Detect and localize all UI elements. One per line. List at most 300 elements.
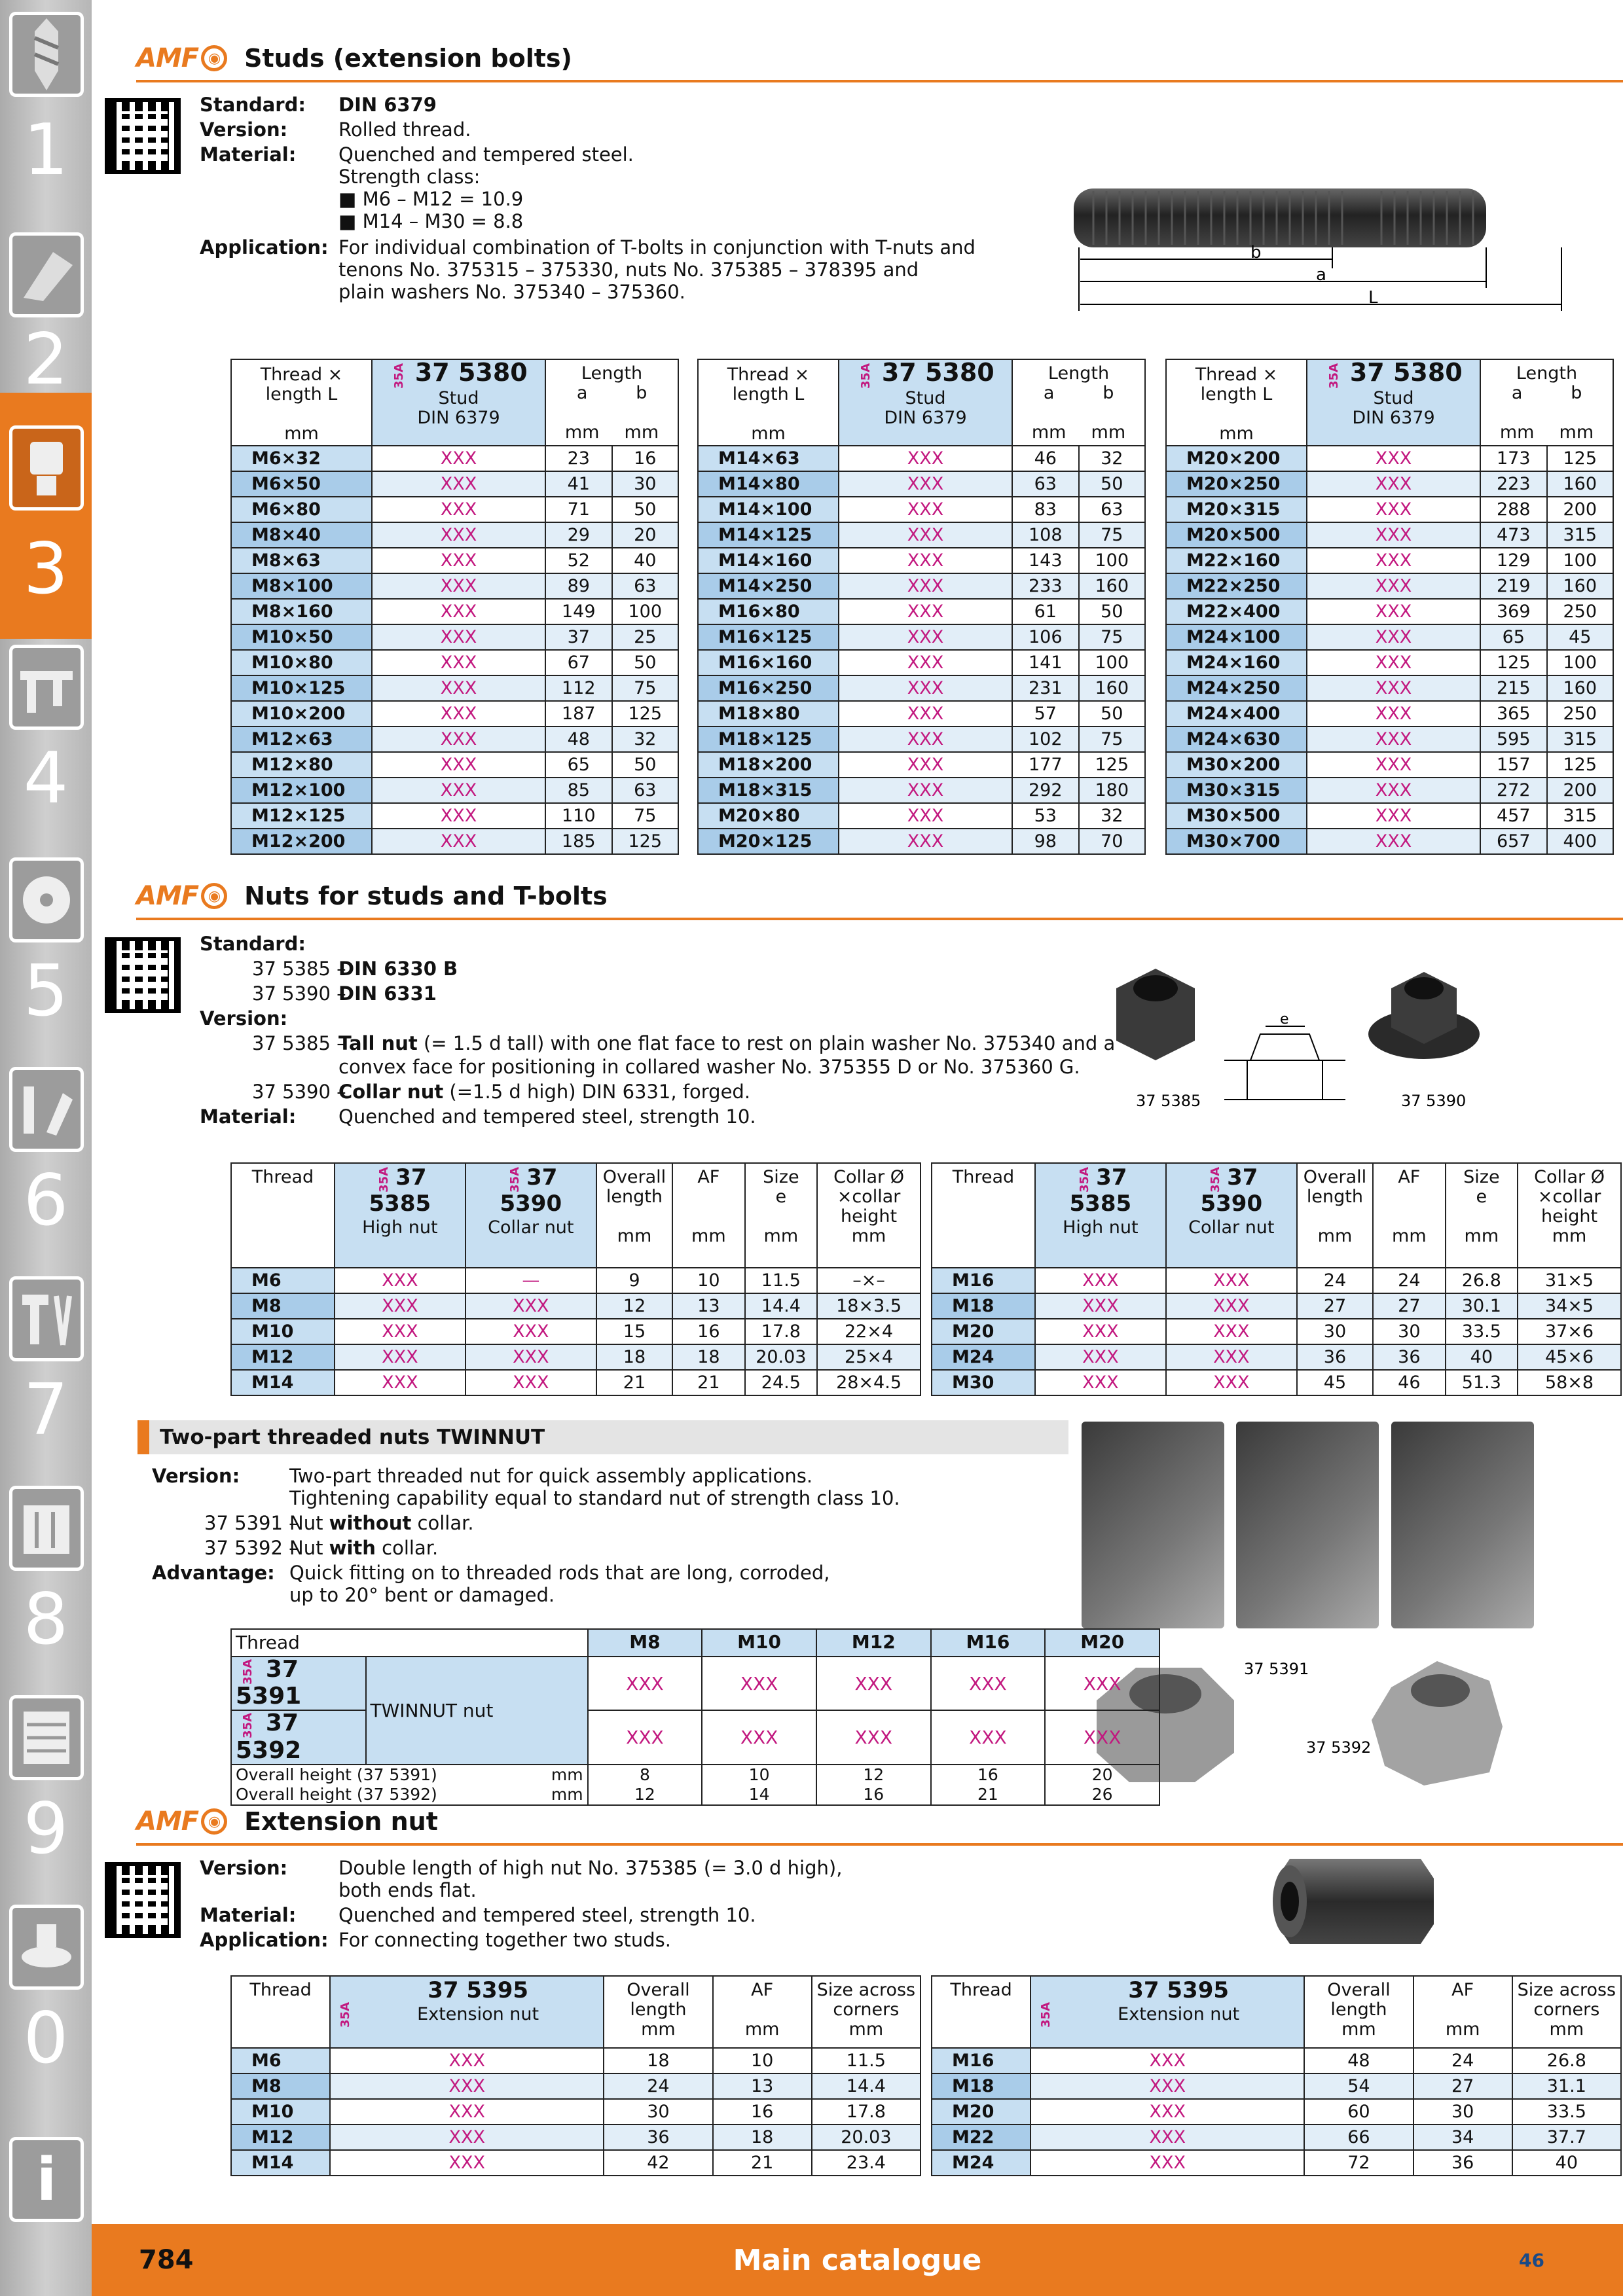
length-a: 112 — [545, 675, 612, 701]
col-length: Length a b mm mm — [545, 359, 678, 446]
chapter-8[interactable]: 8 — [23, 1579, 69, 1660]
order-code[interactable]: XXX — [1307, 599, 1480, 624]
chapter-9[interactable]: 9 — [23, 1788, 69, 1870]
order-code-collar-nut[interactable]: XXX — [1166, 1370, 1297, 1395]
chapter-6[interactable]: 6 — [23, 1160, 69, 1242]
length-b: 160 — [1079, 675, 1146, 701]
length-b: 180 — [1079, 778, 1146, 803]
thread-size: M20 — [932, 1319, 1035, 1344]
order-code[interactable]: XXX — [839, 778, 1012, 803]
overall-length: 18 — [596, 1344, 672, 1370]
order-code[interactable]: XXX — [839, 829, 1012, 854]
chuck-icon[interactable] — [9, 425, 84, 511]
length-a: 48 — [545, 726, 612, 752]
col-size-e: Size e mm — [1446, 1163, 1518, 1268]
ver-num: 37 5385 – — [252, 1032, 346, 1054]
order-code[interactable]: XXX — [839, 650, 1012, 675]
nut-section-drawing — [1224, 1060, 1345, 1100]
overall-length: 24 — [604, 2073, 712, 2099]
af: 27 — [1373, 1293, 1446, 1319]
chapter-3[interactable]: 3 — [23, 528, 69, 610]
studs-header — [136, 37, 1623, 82]
order-code[interactable]: XXX — [372, 522, 545, 548]
nuts-material: Quenched and tempered steel, strength 10. — [338, 1105, 756, 1128]
thread-size: M16×250 — [698, 675, 839, 701]
table-row — [932, 2048, 1621, 2073]
table-row — [231, 446, 678, 471]
order-code[interactable]: XXX — [839, 752, 1012, 778]
table-row — [1166, 650, 1613, 675]
order-code-high-nut[interactable]: XXX — [335, 1370, 465, 1395]
order-code[interactable]: XXX — [372, 726, 545, 752]
overall-length: 66 — [1304, 2125, 1413, 2150]
twinnut-size-table: Thread M8 M10 M12 M16 M20 35A 37 5391 TWINNUT nut XXX XXX XXX XXX XXX 35A 37 5392 XXX XXX XXX XXX XXX Overall height (37 5391) mm Overall height (37 5392) mm 8 12 10 14 12 16 16 21 20 26 — [230, 1628, 1160, 1806]
length-a: 457 — [1480, 803, 1547, 829]
col-thread: Thread — [231, 1163, 335, 1268]
overall-length: 18 — [604, 2048, 712, 2073]
length-b: 30 — [612, 471, 679, 497]
table-row — [932, 2125, 1621, 2150]
table-row — [698, 829, 1145, 854]
length-a: 65 — [545, 752, 612, 778]
af: 34 — [1413, 2125, 1512, 2150]
thread-size: M10 — [231, 1319, 335, 1344]
order-code[interactable]: XXX — [330, 2099, 604, 2125]
af: 46 — [1373, 1370, 1446, 1395]
length-b: 50 — [612, 497, 679, 522]
table-row — [231, 1344, 921, 1370]
table-row — [1166, 446, 1613, 471]
overall-length: 15 — [596, 1319, 672, 1344]
table-row — [932, 2099, 1621, 2125]
order-code[interactable]: XXX — [839, 548, 1012, 573]
length-a: 292 — [1012, 778, 1079, 803]
thread-size: M18 — [932, 2073, 1030, 2099]
thread-size: M14 — [231, 1370, 335, 1395]
length-a: 473 — [1480, 522, 1547, 548]
order-code[interactable]: XXX — [1045, 1710, 1159, 1764]
order-code[interactable]: XXX — [839, 599, 1012, 624]
length-a: 98 — [1012, 829, 1079, 854]
studs-standard: DIN 6379 — [338, 94, 437, 116]
table-row — [698, 675, 1145, 701]
length-b: 100 — [1079, 548, 1146, 573]
length-a: 129 — [1480, 548, 1547, 573]
info-label: i — [36, 2145, 57, 2214]
order-code-high-nut[interactable]: XXX — [335, 1319, 465, 1344]
order-code[interactable]: XXX — [372, 471, 545, 497]
col-length: Length a b mm mm — [1480, 359, 1613, 446]
order-code-collar-nut[interactable]: XXX — [465, 1319, 596, 1344]
order-code-collar-nut[interactable]: XXX — [1166, 1344, 1297, 1370]
length-a: 272 — [1480, 778, 1547, 803]
length-b: 160 — [1547, 573, 1614, 599]
height-375392: 26 — [1091, 1784, 1113, 1804]
order-code-collar-nut[interactable]: XXX — [1166, 1319, 1297, 1344]
length-b: 32 — [612, 726, 679, 752]
thread-size: M24×400 — [1166, 701, 1307, 726]
order-code[interactable]: XXX — [1307, 726, 1480, 752]
order-code-high-nut[interactable]: XXX — [1035, 1344, 1166, 1370]
order-code[interactable]: XXX — [372, 803, 545, 829]
af: 24 — [1413, 2048, 1512, 2073]
thread-size: M18 — [932, 1293, 1035, 1319]
order-code-collar-nut[interactable]: XXX — [465, 1370, 596, 1395]
table-row — [231, 1319, 921, 1344]
order-code[interactable]: XXX — [1307, 522, 1480, 548]
thread-size: M14×250 — [698, 573, 839, 599]
nuts-header — [136, 874, 1623, 920]
col-af: AF mm — [1373, 1163, 1446, 1268]
order-code[interactable]: XXX — [1307, 624, 1480, 650]
collar-dims: 25×4 — [817, 1344, 921, 1370]
strength-class-1: ■ M6 – M12 = 10.9 — [338, 188, 524, 210]
code-375392: 37 5392 — [236, 1710, 302, 1764]
overall-length: 54 — [1304, 2073, 1413, 2099]
overall-length: 42 — [604, 2150, 712, 2176]
order-code[interactable]: XXX — [1307, 778, 1480, 803]
order-code[interactable]: XXX — [330, 2048, 604, 2073]
order-code[interactable]: XXX — [702, 1710, 816, 1764]
collar-dims: 18×3.5 — [817, 1293, 921, 1319]
overall-length: 72 — [1304, 2150, 1413, 2176]
col-thread: Thread × length L mm — [1166, 359, 1307, 446]
col-af: AF mm — [1413, 1976, 1512, 2048]
length-b: 32 — [1079, 446, 1146, 471]
order-code[interactable]: XXX — [372, 701, 545, 726]
table-row — [231, 2099, 921, 2125]
ext-version: Double length of high nut No. 375385 (= 3.0 d high), — [338, 1857, 843, 1879]
size-across-corners: 23.4 — [812, 2150, 921, 2176]
table-row — [231, 675, 678, 701]
size-col: M12 — [816, 1629, 931, 1657]
img-label-375385: 37 5385 — [1136, 1092, 1201, 1110]
order-code[interactable]: XXX — [839, 497, 1012, 522]
thread-size: M18×125 — [698, 726, 839, 752]
order-code-high-nut[interactable]: XXX — [335, 1268, 465, 1293]
amf-logo: AMF ◉ — [136, 43, 227, 73]
order-code[interactable]: XXX — [372, 573, 545, 599]
col-af: AF mm — [672, 1163, 745, 1268]
order-code[interactable]: XXX — [1307, 701, 1480, 726]
order-code[interactable]: XXX — [372, 599, 545, 624]
ver-bold: Tall nut — [338, 1032, 418, 1054]
order-code-high-nut[interactable]: XXX — [1035, 1268, 1166, 1293]
saw-blade-icon[interactable] — [9, 857, 84, 942]
table-row — [231, 650, 678, 675]
overall-length: 27 — [1297, 1293, 1373, 1319]
af: 10 — [672, 1268, 745, 1293]
length-b: 50 — [1079, 599, 1146, 624]
ver-text: (= 1.5 d tall) with one flat face to rest on plain washer No. 375340 and a — [417, 1032, 1116, 1054]
chapter-1[interactable]: 1 — [23, 109, 69, 191]
thread-size: M8×40 — [231, 522, 372, 548]
length-a: 657 — [1480, 829, 1547, 854]
length-a: 595 — [1480, 726, 1547, 752]
code-375391: 37 5391 — [236, 1656, 302, 1710]
order-code[interactable]: XXX — [330, 2125, 604, 2150]
twinnut-header — [137, 1420, 1068, 1454]
order-code[interactable]: XXX — [1030, 2099, 1304, 2125]
length-a: 63 — [1012, 471, 1079, 497]
studs-table-3 — [1165, 359, 1614, 855]
label-version: Version: — [200, 1857, 288, 1879]
toolbox-icon[interactable] — [9, 1486, 84, 1571]
table-row — [231, 1293, 921, 1319]
order-code[interactable]: XXX — [372, 752, 545, 778]
overall-length: 30 — [604, 2099, 712, 2125]
order-code-high-nut[interactable]: XXX — [1035, 1319, 1166, 1344]
length-b: 100 — [1547, 650, 1614, 675]
order-code[interactable]: XXX — [330, 2073, 604, 2099]
ext-header — [136, 1800, 1623, 1846]
col-code: 35A 37 5380 Stud DIN 6379 — [1307, 359, 1480, 446]
table-row — [698, 726, 1145, 752]
order-code[interactable]: XXX — [1307, 548, 1480, 573]
length-a: 185 — [545, 829, 612, 854]
length-b: 50 — [612, 650, 679, 675]
size-e: 26.8 — [1446, 1268, 1518, 1293]
order-code[interactable]: XXX — [588, 1710, 702, 1764]
thread-size: M20×250 — [1166, 471, 1307, 497]
chapter-5[interactable]: 5 — [23, 950, 69, 1032]
table-row — [231, 522, 678, 548]
chapter-0[interactable]: 0 — [23, 1998, 69, 2079]
order-code[interactable]: XXX — [1045, 1657, 1159, 1710]
ver-bold: Collar nut — [338, 1081, 444, 1103]
order-code[interactable]: XXX — [839, 471, 1012, 497]
order-code-collar-nut[interactable]: XXX — [465, 1344, 596, 1370]
order-code[interactable]: XXX — [372, 548, 545, 573]
chapter-7[interactable]: 7 — [23, 1369, 69, 1451]
table-row — [1166, 548, 1613, 573]
order-code-collar-nut[interactable]: XXX — [1166, 1293, 1297, 1319]
length-b: 125 — [1079, 752, 1146, 778]
cabinet-icon[interactable] — [9, 1695, 84, 1780]
size-across-corners: 33.5 — [1512, 2099, 1621, 2125]
qr-code-icon[interactable] — [105, 98, 181, 174]
order-code[interactable]: XXX — [702, 1657, 816, 1710]
thread-size: M10 — [231, 2099, 330, 2125]
order-code[interactable]: XXX — [839, 675, 1012, 701]
chapter-4[interactable]: 4 — [23, 738, 69, 819]
order-code[interactable]: XXX — [931, 1657, 1046, 1710]
insert-cutter-icon[interactable] — [9, 232, 84, 317]
height-375392: 21 — [977, 1784, 998, 1804]
col-high-nut: 35A 37 5385 High nut — [1035, 1163, 1166, 1268]
length-a: 143 — [1012, 548, 1079, 573]
af: 36 — [1413, 2150, 1512, 2176]
thread-size: M14×80 — [698, 471, 839, 497]
col-thread: Thread × length L mm — [231, 359, 372, 446]
order-code[interactable]: XXX — [330, 2150, 604, 2176]
order-code[interactable]: XXX — [931, 1710, 1046, 1764]
order-code[interactable]: XXX — [1030, 2048, 1304, 2073]
length-b: 25 — [612, 624, 679, 650]
order-code[interactable]: XXX — [372, 446, 545, 471]
af: 13 — [713, 2073, 812, 2099]
table-row — [932, 1268, 1621, 1293]
order-code[interactable]: XXX — [1030, 2125, 1304, 2150]
length-a: 65 — [1480, 624, 1547, 650]
hammer-pliers-icon[interactable] — [9, 1276, 84, 1361]
order-code-collar-nut[interactable]: — — [465, 1268, 596, 1293]
order-code-collar-nut[interactable]: XXX — [1166, 1268, 1297, 1293]
length-a: 108 — [1012, 522, 1079, 548]
thread-size: M18×80 — [698, 701, 839, 726]
order-code[interactable]: XXX — [1030, 2073, 1304, 2099]
order-code[interactable]: XXX — [372, 624, 545, 650]
order-code[interactable]: XXX — [1307, 497, 1480, 522]
order-code[interactable]: XXX — [372, 650, 545, 675]
order-code[interactable]: XXX — [816, 1710, 931, 1764]
order-code[interactable]: XXX — [1307, 675, 1480, 701]
twinnut-advantage2: up to 20° bent or damaged. — [289, 1584, 555, 1606]
length-a: 125 — [1480, 650, 1547, 675]
caliper-icon[interactable] — [9, 645, 84, 730]
chapter-2[interactable]: 2 — [23, 319, 69, 401]
length-b: 70 — [1079, 829, 1146, 854]
order-code[interactable]: XXX — [1030, 2150, 1304, 2176]
table-row — [231, 803, 678, 829]
order-code[interactable]: XXX — [1307, 446, 1480, 471]
length-a: 187 — [545, 701, 612, 726]
thread-size: M20×125 — [698, 829, 839, 854]
label-version: Version: — [200, 1007, 288, 1030]
order-code-high-nut[interactable]: XXX — [1035, 1293, 1166, 1319]
order-code[interactable]: XXX — [839, 726, 1012, 752]
col-thread: Thread — [932, 1976, 1030, 2048]
order-code[interactable]: XXX — [1307, 573, 1480, 599]
col-size-across: Size across corners mm — [812, 1976, 921, 2048]
size-across-corners: 37.7 — [1512, 2125, 1621, 2150]
twinnut-version2: Tightening capability equal to standard nut of strength class 10. — [289, 1487, 900, 1509]
order-code[interactable]: XXX — [839, 803, 1012, 829]
label-application: Application: — [200, 236, 329, 259]
order-code[interactable]: XXX — [839, 573, 1012, 599]
order-code[interactable]: XXX — [839, 522, 1012, 548]
order-code[interactable]: XXX — [372, 675, 545, 701]
length-a: 46 — [1012, 446, 1079, 471]
order-code[interactable]: XXX — [372, 497, 545, 522]
order-code[interactable]: XXX — [1307, 752, 1480, 778]
ext-title: Extension nut — [244, 1807, 438, 1836]
dim-a: a — [1316, 265, 1326, 285]
strength-class-2: ■ M14 – M30 = 8.8 — [338, 210, 524, 232]
table-row — [231, 829, 678, 854]
safety-gear-icon[interactable] — [9, 1905, 84, 1990]
col-thread: Thread — [231, 1629, 588, 1657]
thread-size: M12 — [231, 2125, 330, 2150]
length-b: 315 — [1547, 522, 1614, 548]
ext-specs — [200, 1856, 1051, 1961]
table-row — [698, 803, 1145, 829]
col-collar: Collar Ø ×collar height mm — [1518, 1163, 1621, 1268]
application-line-1: For individual combination of T-bolts in conjunction with T-nuts and — [338, 236, 976, 259]
thread-size: M18×315 — [698, 778, 839, 803]
order-code[interactable]: XXX — [588, 1657, 702, 1710]
col-size-e: Size e mm — [745, 1163, 818, 1268]
order-code-high-nut[interactable]: XXX — [335, 1293, 465, 1319]
col-code: 35A 37 5380 Stud DIN 6379 — [839, 359, 1012, 446]
studs-version: Rolled thread. — [338, 118, 471, 141]
table-row — [231, 497, 678, 522]
order-code[interactable]: XXX — [839, 701, 1012, 726]
size-across-corners: 40 — [1512, 2150, 1621, 2176]
extension-nut-image — [1257, 1852, 1440, 1950]
order-code[interactable]: XXX — [372, 829, 545, 854]
order-code[interactable]: XXX — [839, 446, 1012, 471]
length-a: 67 — [545, 650, 612, 675]
table-row — [1166, 599, 1613, 624]
table-row — [932, 1344, 1621, 1370]
thread-size: M8 — [231, 1293, 335, 1319]
order-code[interactable]: XXX — [372, 778, 545, 803]
col-overall-length: Overall length mm — [604, 1976, 712, 2048]
label-advantage: Advantage: — [152, 1562, 275, 1584]
table-row — [932, 1293, 1621, 1319]
order-code[interactable]: XXX — [839, 624, 1012, 650]
twinnut-name: TWINNUT nut — [366, 1657, 588, 1765]
order-code[interactable]: XXX — [1307, 829, 1480, 854]
overall-length: 48 — [1304, 2048, 1413, 2073]
length-b: 160 — [1547, 471, 1614, 497]
length-a: 288 — [1480, 497, 1547, 522]
length-b: 160 — [1547, 675, 1614, 701]
thread-size: M12×63 — [231, 726, 372, 752]
nuts-title: Nuts for studs and T-bolts — [244, 882, 608, 910]
height-375391: 12 — [863, 1765, 884, 1784]
length-b: 50 — [612, 752, 679, 778]
drill-icon[interactable] — [9, 12, 84, 97]
thread-size: M24×630 — [1166, 726, 1307, 752]
thread-size: M10×50 — [231, 624, 372, 650]
order-code-high-nut[interactable]: XXX — [1035, 1370, 1166, 1395]
qr-code-icon[interactable] — [105, 937, 181, 1013]
table-row — [231, 624, 678, 650]
info-icon[interactable] — [9, 2137, 84, 2222]
order-code-collar-nut[interactable]: XXX — [465, 1293, 596, 1319]
length-b: 100 — [1547, 548, 1614, 573]
order-code[interactable]: XXX — [1307, 471, 1480, 497]
length-b: 50 — [1079, 701, 1146, 726]
wrench-icon[interactable] — [9, 1067, 84, 1152]
size-col: M20 — [1045, 1629, 1159, 1657]
order-code[interactable]: XXX — [816, 1657, 931, 1710]
order-code[interactable]: XXX — [1307, 803, 1480, 829]
overall-length: 21 — [596, 1370, 672, 1395]
thread-size: M30 — [932, 1370, 1035, 1395]
thread-size: M12×80 — [231, 752, 372, 778]
table-row — [231, 2150, 921, 2176]
size-e: 40 — [1446, 1344, 1518, 1370]
thread-size: M20×315 — [1166, 497, 1307, 522]
thread-size: M30×500 — [1166, 803, 1307, 829]
col-thread: Thread — [231, 1976, 330, 2048]
length-a: 173 — [1480, 446, 1547, 471]
order-code-high-nut[interactable]: XXX — [335, 1344, 465, 1370]
qr-code-icon[interactable] — [105, 1862, 181, 1938]
collar-dims: 31×5 — [1518, 1268, 1621, 1293]
length-b: 20 — [612, 522, 679, 548]
table-row — [231, 1370, 921, 1395]
table-row — [231, 471, 678, 497]
studs-material: Quenched and tempered steel. — [338, 143, 634, 166]
thread-size: M6 — [231, 2048, 330, 2073]
img-label-375390: 37 5390 — [1401, 1092, 1467, 1110]
size-e: 33.5 — [1446, 1319, 1518, 1344]
order-code[interactable]: XXX — [1307, 650, 1480, 675]
